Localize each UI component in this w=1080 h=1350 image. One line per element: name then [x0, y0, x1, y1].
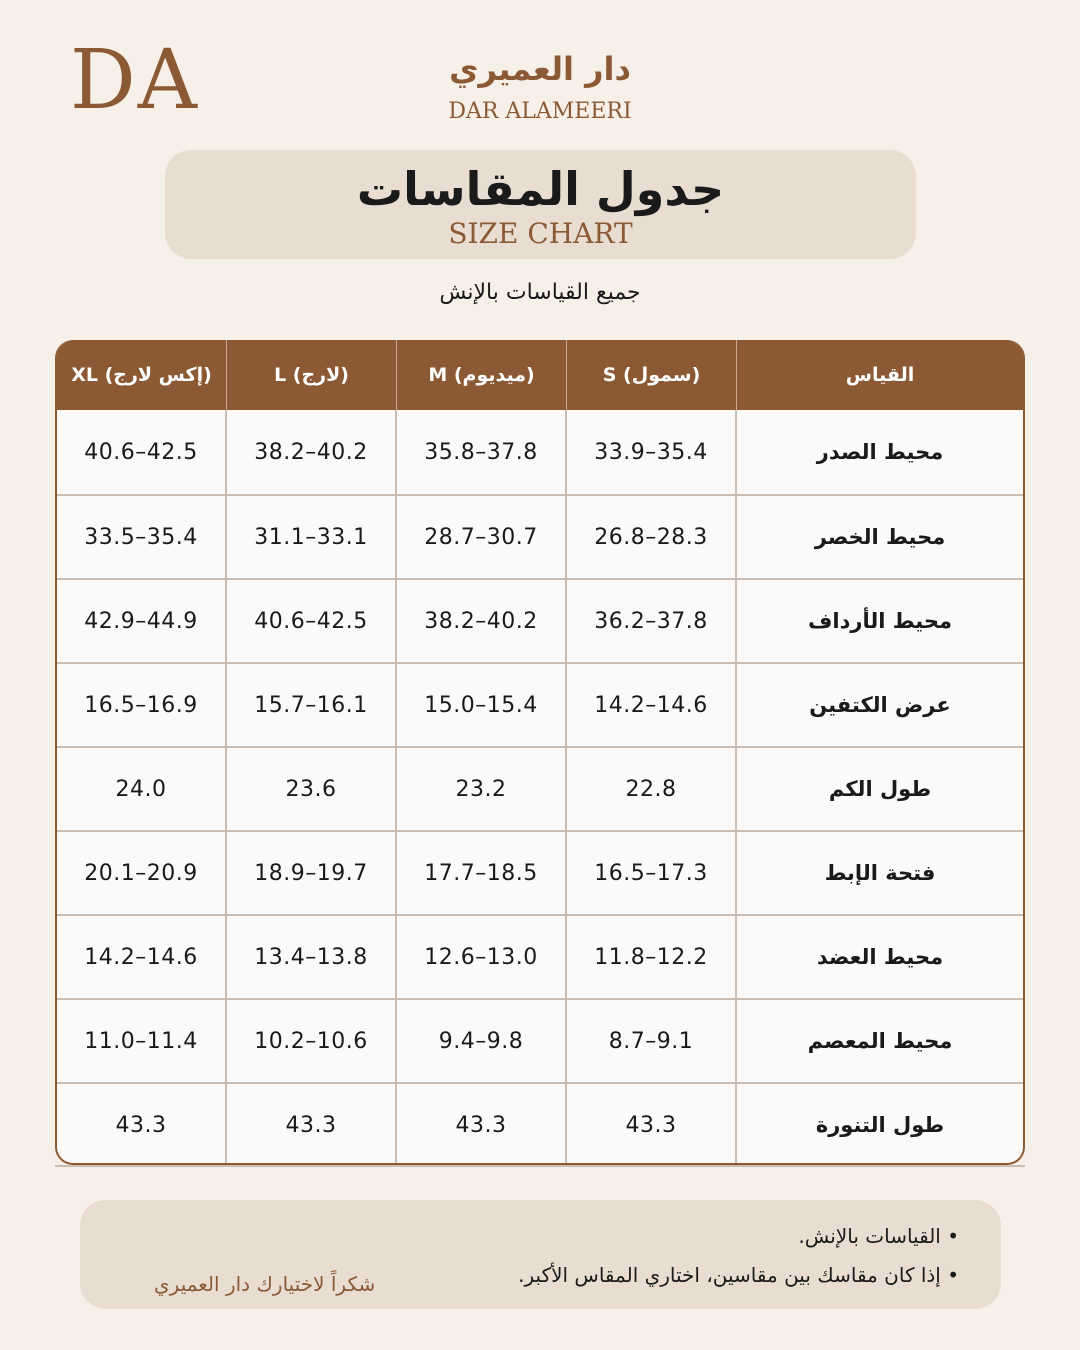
table-row — [57, 1082, 1023, 1165]
table-row — [57, 998, 1023, 1082]
cell-xl: 20.1–20.9 — [57, 832, 227, 914]
cell-xl: 43.3 — [57, 1084, 227, 1165]
table-body — [57, 410, 1023, 1165]
table-row — [57, 494, 1023, 578]
cell-s: 11.8–12.2 — [567, 916, 737, 998]
cell-l: 38.2–40.2 — [227, 410, 397, 494]
cell-m: 28.7–30.7 — [397, 496, 567, 578]
cell-m: 35.8–37.8 — [397, 410, 567, 494]
cell-m: 43.3 — [397, 1084, 567, 1165]
page-title-arabic: جدول المقاسات — [356, 162, 725, 216]
cell-measurement-label: محيط الصدر — [816, 440, 944, 464]
units-subtitle: جميع القياسات بالإنش — [439, 280, 641, 305]
cell-l: 43.3 — [227, 1084, 397, 1165]
cell-xl: 16.5–16.9 — [57, 664, 227, 746]
notes-panel — [80, 1200, 1001, 1309]
cell-m: 12.6–13.0 — [397, 916, 567, 998]
cell-measurement-label: فتحة الإبط — [824, 861, 936, 885]
note-text: القياسات بالإنش. — [798, 1224, 941, 1248]
header-l: L (لارج) — [227, 340, 397, 410]
cell-s: 43.3 — [567, 1084, 737, 1165]
cell-measurement-label: طول التنورة — [815, 1113, 945, 1137]
table-row — [57, 830, 1023, 914]
cell-xl: 11.0–11.4 — [57, 1000, 227, 1082]
cell-l: 31.1–33.1 — [227, 496, 397, 578]
brand-name-english: DAR ALAMEERI — [448, 99, 632, 124]
table-row — [57, 578, 1023, 662]
divider — [55, 1165, 1025, 1167]
cell-measurement-label: محيط العضد — [816, 945, 944, 969]
cell-m: 9.4–9.8 — [397, 1000, 567, 1082]
cell-l: 13.4–13.8 — [227, 916, 397, 998]
cell-s: 33.9–35.4 — [567, 410, 737, 494]
cell-l: 23.6 — [227, 748, 397, 830]
cell-l: 40.6–42.5 — [227, 580, 397, 662]
header-m: M (ميديوم) — [397, 340, 567, 410]
cell-measurement-label: طول الكم — [828, 777, 932, 801]
header-xl: XL (إكس لارج) — [57, 340, 227, 410]
note-item — [518, 1263, 959, 1287]
header-measurement: القياس — [845, 364, 915, 386]
table-row — [57, 914, 1023, 998]
cell-xl: 14.2–14.6 — [57, 916, 227, 998]
brand-logo: DA — [70, 33, 199, 128]
cell-s: 22.8 — [567, 748, 737, 830]
table-row — [57, 662, 1023, 746]
cell-l: 18.9–19.7 — [227, 832, 397, 914]
cell-l: 15.7–16.1 — [227, 664, 397, 746]
cell-measurement-label: محيط الخصر — [814, 525, 946, 549]
title-banner — [165, 150, 916, 259]
cell-xl: 40.6–42.5 — [57, 410, 227, 494]
cell-m: 38.2–40.2 — [397, 580, 567, 662]
size-table — [55, 340, 1025, 1165]
cell-s: 16.5–17.3 — [567, 832, 737, 914]
table-header-row — [57, 340, 1023, 410]
cell-measurement-label: محيط المعصم — [807, 1029, 953, 1053]
cell-s: 8.7–9.1 — [567, 1000, 737, 1082]
cell-xl: 33.5–35.4 — [57, 496, 227, 578]
bullet-icon: • — [940, 1224, 959, 1248]
cell-m: 23.2 — [397, 748, 567, 830]
table-row — [57, 746, 1023, 830]
bullet-icon: • — [940, 1263, 959, 1287]
cell-xl: 24.0 — [57, 748, 227, 830]
page-title-english: SIZE CHART — [448, 217, 633, 250]
cell-s: 36.2–37.8 — [567, 580, 737, 662]
brand-name-arabic: دار العميري — [449, 50, 631, 88]
note-item — [798, 1224, 959, 1248]
table-row — [57, 410, 1023, 494]
cell-l: 10.2–10.6 — [227, 1000, 397, 1082]
cell-s: 14.2–14.6 — [567, 664, 737, 746]
thank-you-message: شكراً لاختيارك دار العميري — [154, 1272, 376, 1296]
cell-m: 17.7–18.5 — [397, 832, 567, 914]
cell-measurement-label: محيط الأرداف — [808, 609, 952, 633]
cell-xl: 42.9–44.9 — [57, 580, 227, 662]
cell-measurement-label: عرض الكتفين — [809, 693, 951, 717]
note-text: إذا كان مقاسك بين مقاسين، اختاري المقاس الأكبر. — [518, 1263, 941, 1287]
cell-m: 15.0–15.4 — [397, 664, 567, 746]
header-s: S (سمول) — [567, 340, 737, 410]
cell-s: 26.8–28.3 — [567, 496, 737, 578]
